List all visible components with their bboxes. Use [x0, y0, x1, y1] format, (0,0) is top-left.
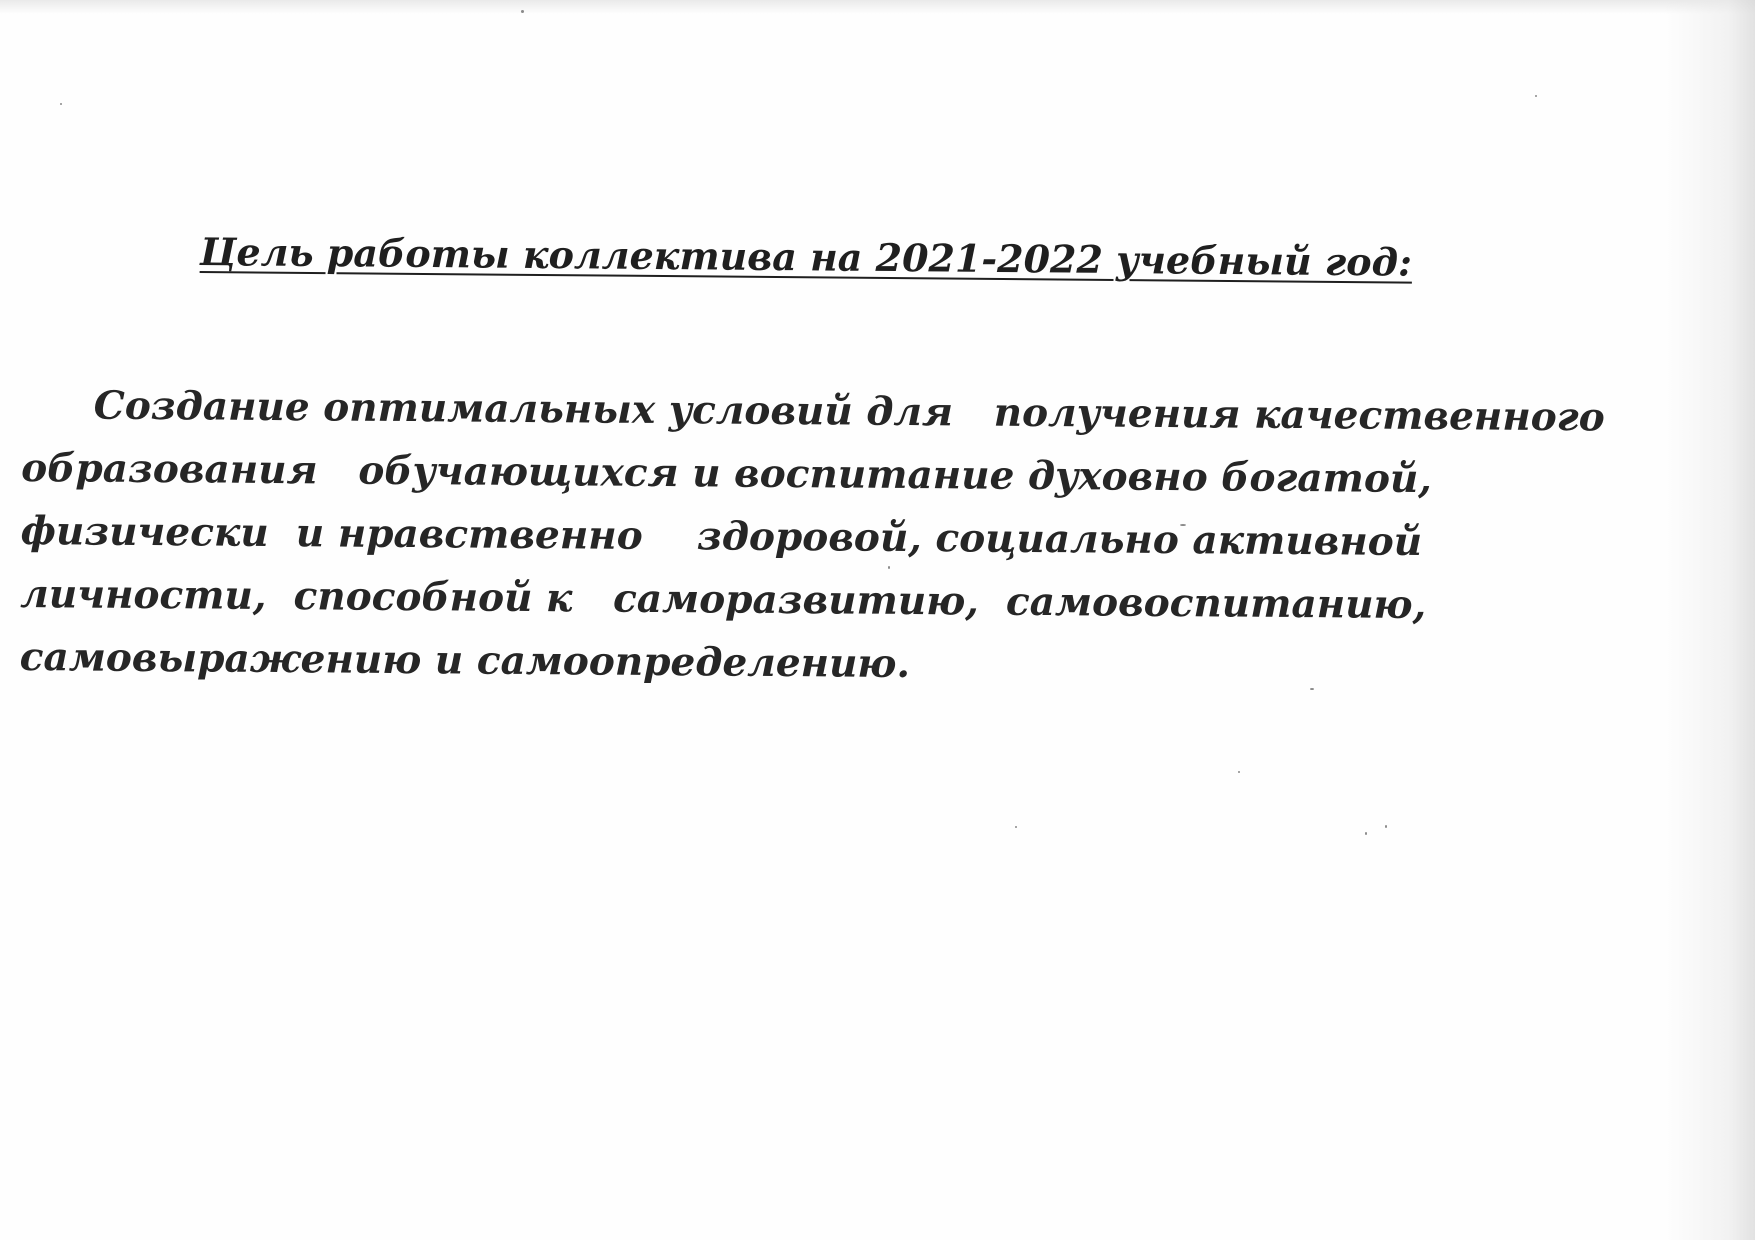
paragraph-line: образования обучающихся и воспитание духовно богатой,	[21, 444, 1433, 503]
scan-speck	[1365, 832, 1367, 835]
document-title: Цель работы коллектива на 2021-2022 учебный год:	[199, 228, 1413, 285]
paragraph-line: самовыражению и самоопределению.	[19, 633, 911, 687]
paragraph-line: Создание оптимальных условий для получения качественного	[93, 382, 1605, 441]
scan-shadow-top	[0, 0, 1755, 14]
scan-speck	[60, 103, 62, 105]
scan-speck	[1535, 95, 1537, 97]
scan-speck	[1238, 771, 1240, 773]
goal-paragraph	[20, 374, 1662, 702]
scan-speck	[1015, 826, 1017, 828]
paragraph-line: личности, способной к саморазвитию, самовоспитанию,	[20, 570, 1427, 629]
paragraph-line: физически и нравственно здоровой, социально активной	[20, 507, 1423, 566]
scan-shadow-right	[1665, 0, 1755, 1240]
scan-speck	[521, 10, 524, 13]
scan-speck	[1385, 825, 1387, 828]
